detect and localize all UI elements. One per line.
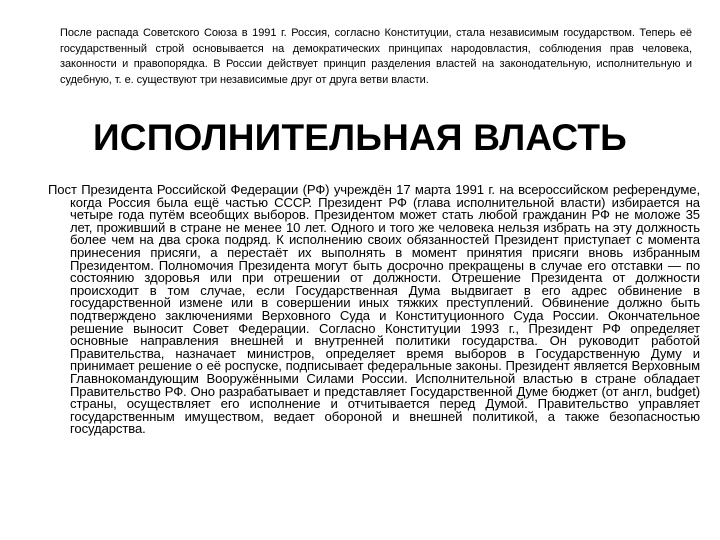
body-paragraph: Пост Президента Российской Федерации (РФ) учреждён 17 марта 1991 г. на всероссийском референдуме, когда Россия была ещё частью СССР. Президент РФ (глава исполнительной власти) избирается на четыре года путём всеобщих выборов. Президентом может стать любой гражданин РФ не моложе 35 лет, проживший в стране не менее 10 лет. Одного и того же человека нельзя избрать на эту должность более чем на два срока подряд. К исполнению своих обязанностей Президент приступает с момента принесения присяги, а перестаёт их выполнять в момент принятия присяги вновь избранным Президентом. Полномочия Президента могут быть досрочно прекращены в случае его отставки — по состоянию здоровья или при отрешении от должности. Отрешение Президента от должности происходит в том случае, если Государственная Дума выдвигает в его адрес обвинение в государственной измене или в совершении иных тяжких преступлений. Обвинение должно быть подтверждено заключениями Верховного Суда и Конституционного Суда России. Окончательное решение выносит Совет Федерации. Согласно Конституции 1993 г., Президент РФ определяет основные направления внешней и внутренней политики государства. Он руководит работой Правительства, назначает министров, определяет время выборов в Государственную Думу и принимает решение о её роспуске, подписывает федеральные законы. Президент является Верховным Главнокомандующим Вооружёнными Силами России. Исполнительной властью в стране обладает Правительство РФ. Оно разрабатывает и представляет Государственной Думе бюджет (от англ, budget) страны, осуществляет его исполнение и отчитывается перед Думой. Правительство управляет государственным имуществом, ведает обороной и внешней политикой, а также безопасностью государства.: [48, 182, 700, 437]
intro-paragraph: После распада Советского Союза в 1991 г. Россия, согласно Конституции, стала независимым государством. Теперь её государственный строй основывается на демократических принципах народовластия, соблюдения прав человека, законности и правопорядка. В России действует принцип разделения властей на законодательную, исполнительную и судебную, т. е. существуют три независимые друг от друга ветви власти.: [60, 27, 692, 86]
slide-title: ИСПОЛНИТЕЛЬНАЯ ВЛАСТЬ: [93, 117, 627, 158]
